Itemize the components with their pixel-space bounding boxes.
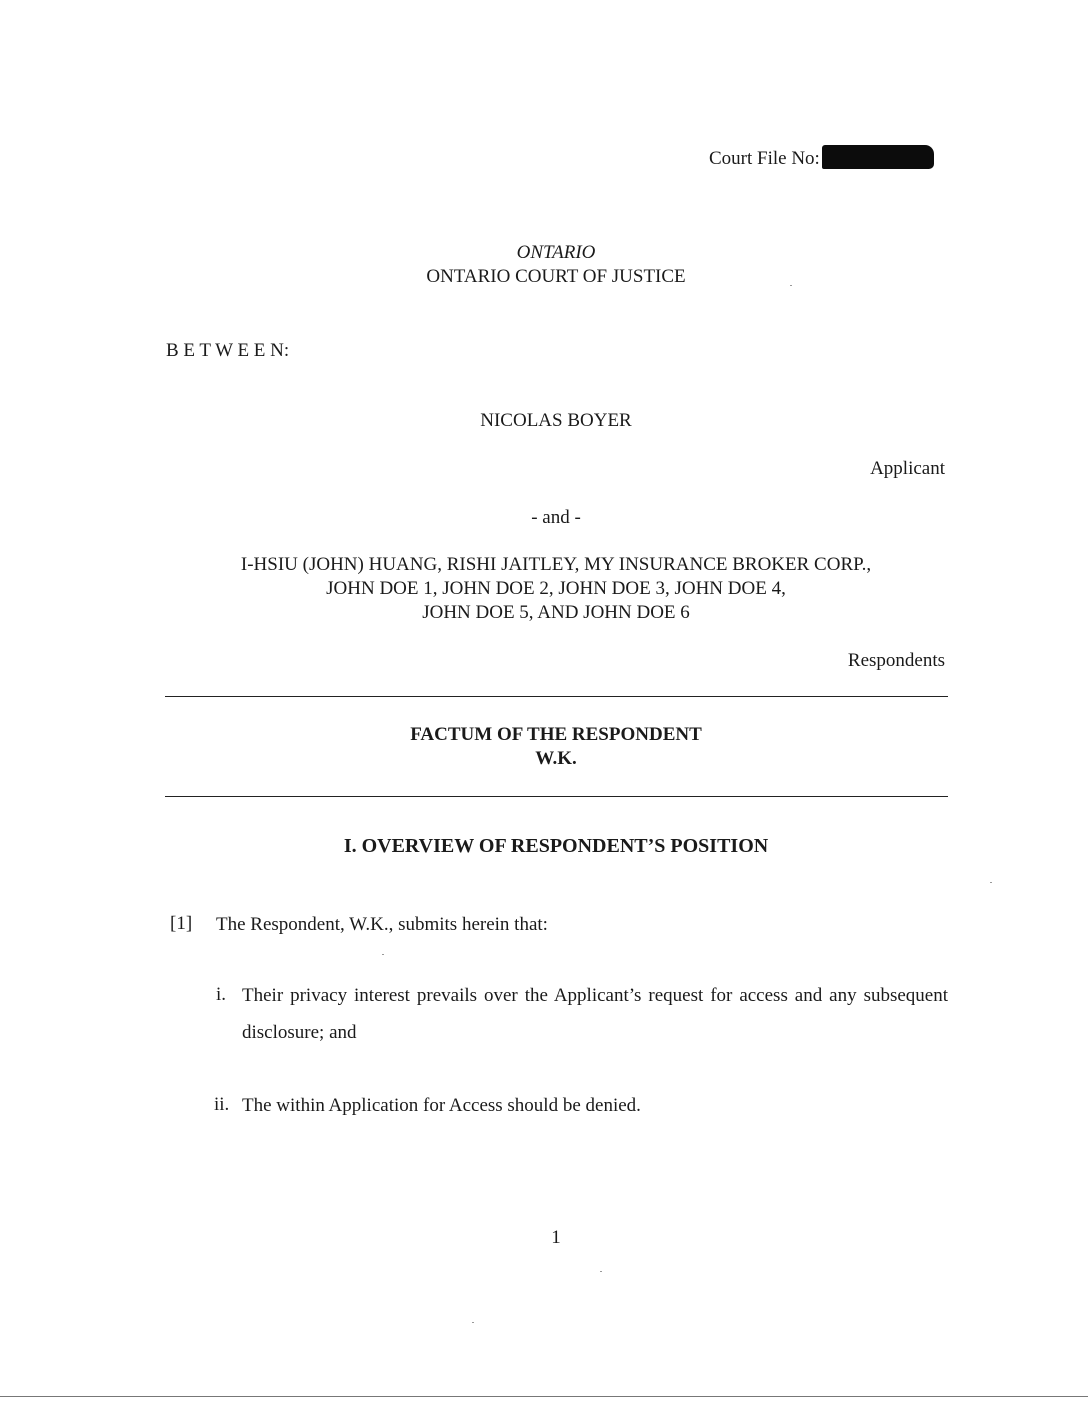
title-rule-bottom (165, 796, 948, 797)
court-name: ONTARIO COURT OF JUSTICE (426, 266, 686, 287)
applicant-name: NICOLAS BOYER (480, 410, 632, 431)
respondents-line-2: JOHN DOE 1, JOHN DOE 2, JOHN DOE 3, JOHN DOE 4, (326, 578, 786, 599)
jurisdiction: ONTARIO (516, 242, 596, 263)
and-label: - and - (531, 507, 581, 528)
list-item-marker: i. (216, 984, 227, 1005)
scan-speck (600, 1271, 602, 1272)
scan-speck (382, 954, 384, 955)
scan-speck (990, 882, 992, 883)
section-heading: I. OVERVIEW OF RESPONDENT’S POSITION (343, 835, 769, 857)
list-item-marker: ii. (214, 1094, 230, 1115)
applicant-role: Applicant (870, 458, 945, 479)
court-file-label: Court File No: (709, 148, 820, 169)
respondents-line-1: I-HSIU (JOHN) HUANG, RISHI JAITLEY, MY INSURANCE BROKER CORP., (240, 554, 872, 575)
scan-bottom-edge (0, 1396, 1088, 1397)
title-rule-top (165, 696, 948, 697)
respondents-role: Respondents (847, 650, 945, 671)
paragraph-text: The Respondent, W.K., submits herein that: (216, 914, 548, 935)
document-title-initials: W.K. (535, 748, 577, 769)
court-file-number (709, 145, 934, 170)
respondents-line-3: JOHN DOE 5, AND JOHN DOE 6 (422, 602, 690, 623)
page-number: 1 (551, 1227, 561, 1248)
list-item-text: Their privacy interest prevails over the Applicant’s request for access and any subsequent disclosure; and (242, 985, 948, 1043)
scan-speck (790, 285, 792, 286)
redaction-block (822, 145, 934, 169)
list-item-text: The within Application for Access should be denied. (242, 1095, 641, 1116)
scan-speck (472, 1322, 474, 1323)
between-label: B E T W E E N: (166, 340, 290, 361)
paragraph-number: [1] (170, 913, 193, 934)
document-title: FACTUM OF THE RESPONDENT (410, 724, 702, 745)
